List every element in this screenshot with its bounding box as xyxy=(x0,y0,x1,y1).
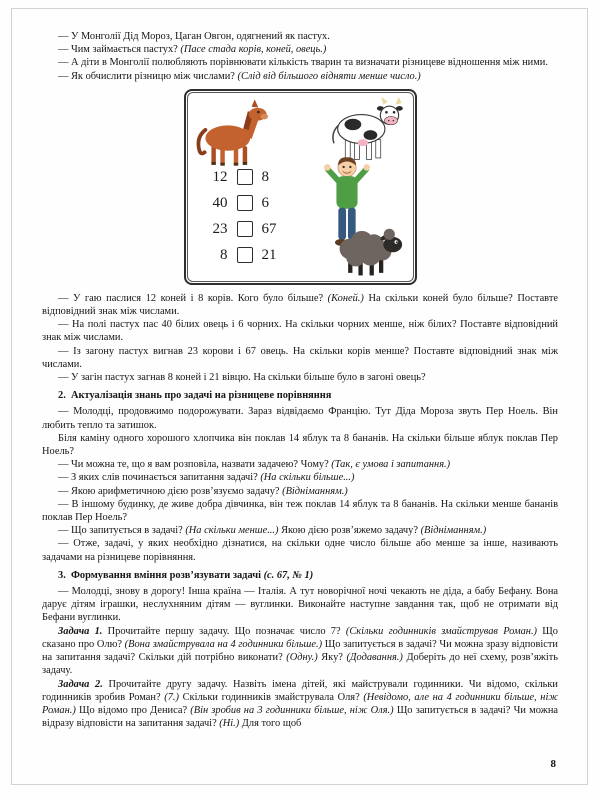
right-number: 67 xyxy=(261,220,277,237)
comparison-row xyxy=(202,221,288,238)
paragraph: — Молодці, продовжимо подорожувати. Зараз відвідаємо Францію. Тут Діда Мороза звуть Пер Ноель. Він любить тепло та затишок. xyxy=(42,406,558,431)
section2-block xyxy=(42,405,558,563)
section3-heading xyxy=(42,569,558,582)
paragraph: — Отже, задачі, у яких необхідно дізнатися, на скільки одне число більше або менше за інше, називають задачами на різницеве порівняння. xyxy=(42,538,558,563)
horse-illustration xyxy=(192,97,274,171)
comparison-row xyxy=(202,169,288,186)
page-number: 8 xyxy=(550,758,556,770)
paragraph: — На полі пастух пас 40 білих овець і 6 чорних. На скільки чорних менше, ніж білих? Поставте відповідний знак між числами. xyxy=(42,319,558,344)
right-number: 8 xyxy=(261,168,269,185)
sheep-illustration xyxy=(324,218,410,278)
right-number: 21 xyxy=(261,246,277,263)
paragraph: Задача 2. Прочитайте другу задачу. Назвіть імена дітей, які майстрували годинники. Чи відомо, скільки годинників зробив Роман? (7.) Скільки годинників змайструвала Оля? (Невідомо, але на 4 годинники більше, ніж Роман.) Що відомо про Дениса? (Він зробив на 3 годинники більше, ніж Оля.) Що запитується в задачі? Чи можна відразу відповісти на запитання задачі? (Ні.) Для того щоб xyxy=(42,678,559,730)
paragraph: — Що запитується в задачі? (На скільки менше...) Якою дією розв’яжемо задачу? (Відніманням.) xyxy=(58,525,487,537)
paragraph: — Як обчислити різницю між числами? (Слід від більшого відняти менше число.) xyxy=(58,70,421,82)
right-number: 6 xyxy=(261,194,269,211)
paragraph: — Чим займається пастух? (Пасе стада корів, коней, овець.) xyxy=(58,44,327,56)
illustration-frame xyxy=(184,89,417,285)
paragraph: — Із загону пастух вигнав 23 корови і 67 овець. На скільки корів менше? Поставте відповідний знак між числами. xyxy=(42,345,558,370)
left-number: 12 xyxy=(212,168,228,185)
comparison-row xyxy=(202,195,288,212)
left-number: 23 xyxy=(212,220,228,237)
paragraph: — В іншому будинку, де живе добра дівчинка, він теж поклав 14 яблук та 8 бананів. На скільки менше бананів поклав Пер Ноель? xyxy=(42,498,558,524)
section-heading: 2. Актуалізація знань про задачі на різницеве порівняння xyxy=(58,390,332,402)
paragraph: — Молодці, знову в дорогу! Інша країна — Італія. А тут новорічної ночі чекають не діда, а бабу Бефану. Вона дарує дітям іграшки, неслухняним дітям — вуглинки. Виконайте наступне завдання так, щоб не отримати від Бефани вуглинки. xyxy=(42,586,558,624)
paragraph: Біля каміну одного хорошого хлопчика він поклав 14 яблук та 8 бананів. На скільки більше яблук поклав Пер Ноель? xyxy=(42,432,558,458)
paragraph: — А діти в Монголії полюбляють порівнювати кількість тварин та визначати різницеве відношення між ними. xyxy=(58,57,548,69)
paragraph: — Чи можна те, що я вам розповіла, назвати задачею? Чому? (Так, є умова і запитання.) xyxy=(58,459,451,471)
left-number: 40 xyxy=(212,194,228,211)
paragraph: — У гаю паслися 12 коней і 8 корів. Кого було більше? (Коней.) На скільки коней було більше? Поставте відповідний знак між числами. xyxy=(42,292,558,318)
comparison-answer-box xyxy=(237,195,253,211)
section3-block xyxy=(42,585,558,730)
comparison-exercise xyxy=(202,169,288,273)
comparison-answer-box xyxy=(237,221,253,237)
tasks-block xyxy=(42,292,558,384)
comparison-answer-box xyxy=(237,247,253,263)
comparison-answer-box xyxy=(237,169,253,185)
paragraph: Задача 1. Прочитайте першу задачу. Що позначає число 7? (Скільки годинників змайстрував Роман.) Що сказано про Олю? (Вона змайструвала на 4 годинники більше.) Що запитується в задачі? Чи можна зразу відповісти на запитання задачі? Скільки дій потрібно виконати? (Одну.) Яку? (Додавання.) Доберіть до неї схему, розв’яжіть задачу. xyxy=(42,625,558,677)
paragraph: — Якою арифметичною дією розв’язуємо задачу? (Відніманням.) xyxy=(58,485,348,497)
section2-heading xyxy=(42,389,558,402)
intro-block xyxy=(42,30,558,83)
section-heading: 3. Формування вміння розв’язувати задачі (с. 67, № 1) xyxy=(58,569,314,581)
paragraph: — З яких слів починається запитання задачі? (На скільки більше...) xyxy=(58,472,355,484)
left-number: 8 xyxy=(220,246,228,263)
page-content xyxy=(42,30,558,730)
comparison-row xyxy=(202,247,288,264)
paragraph: — У Монголії Дід Мороз, Цаган Овгон, одягнений як пастух. xyxy=(58,31,330,42)
paragraph: — У загін пастух загнав 8 коней і 21 вівцю. На скільки більше було в загоні овець? xyxy=(58,372,426,384)
